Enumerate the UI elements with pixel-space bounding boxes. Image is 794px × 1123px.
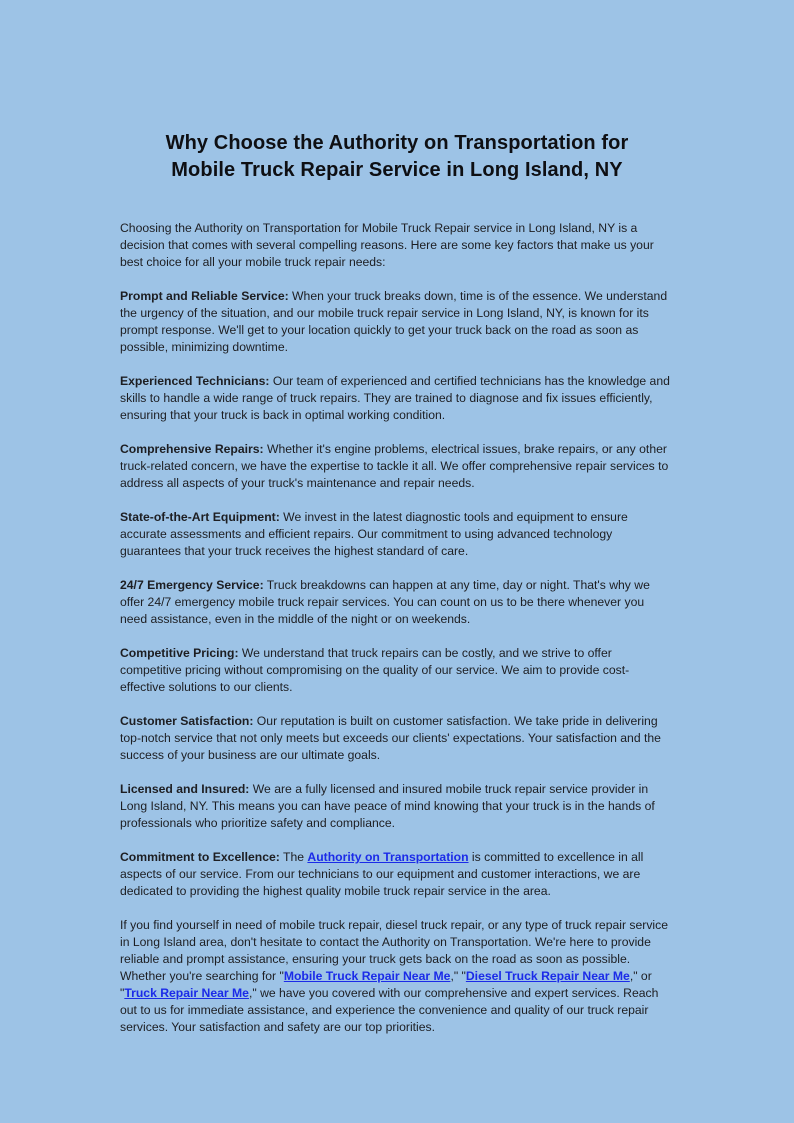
paragraph-lead: Prompt and Reliable Service:	[120, 289, 289, 303]
paragraph-text: Truck breakdowns can happen at any time, day or night. That's why we offer 24/7 emergency mobile truck repair services. You can count on us to be there whenever you need assistance, even in the middle of the night or on weekends.	[120, 578, 650, 626]
paragraph-lead: Comprehensive Repairs:	[120, 442, 264, 456]
page-title-line-2: Mobile Truck Repair Service in Long Island, NY	[171, 159, 623, 181]
paragraph-lead: Experienced Technicians:	[120, 374, 270, 388]
paragraph-text: We are a fully licensed and insured mobile truck repair service provider in Long Island, NY. This means you can have peace of mind knowing that your truck is in the hands of professionals who prioritize safety and compliance.	[120, 782, 655, 830]
paragraph-lead: State-of-the-Art Equipment:	[120, 510, 280, 524]
paragraph-text: When your truck breaks down, time is of the essence. We understand the urgency of the situation, and our mobile truck repair service in Long Island, NY, is known for its prompt response. We'll get to your location quickly to get your truck back on the road as soon as possible, minimizing downtime.	[120, 289, 668, 354]
paragraph-text: Whether it's engine problems, electrical issues, brake repairs, or any other truck-related concern, we have the expertise to tackle it all. We offer comprehensive repair services to address all aspects of your truck's maintenance and repair needs.	[120, 442, 669, 490]
authority-on-transportation-link[interactable]: Authority on Transportation	[307, 850, 469, 864]
page-title-line-1: Why Choose the Authority on Transportation for	[165, 132, 629, 154]
paragraph-text: ," or "	[120, 969, 652, 1000]
paragraph-24-7-emergency-service	[120, 577, 674, 628]
page-title	[120, 130, 674, 184]
paragraph-state-of-the-art-equipment	[120, 509, 674, 560]
paragraph-prompt-and-reliable-service	[120, 288, 674, 356]
paragraph-comprehensive-repairs	[120, 441, 674, 492]
paragraph-text: Our reputation is built on customer satisfaction. We take pride in delivering top-notch service that not only meets but exceeds our clients' expectations. Your satisfaction and the success of your business are our ultimate goals.	[120, 714, 661, 762]
paragraph-lead: 24/7 Emergency Service:	[120, 578, 264, 592]
paragraph-lead: Competitive Pricing:	[120, 646, 239, 660]
paragraph-lead: Customer Satisfaction:	[120, 714, 254, 728]
paragraph-text: If you find yourself in need of mobile truck repair, diesel truck repair, or any type of truck repair service in Long Island area, don't hesitate to contact the Authority on Transportation. We're here to provide reliable and prompt assistance, ensuring your truck gets back on the road as soon as possible. Whether you're searching for "	[120, 918, 669, 983]
truck-repair-near-me-link[interactable]: Truck Repair Near Me	[124, 986, 249, 1000]
paragraph-commitment-to-excellence	[120, 849, 674, 900]
mobile-truck-repair-near-me-link[interactable]: Mobile Truck Repair Near Me	[283, 969, 451, 983]
document-body	[120, 220, 674, 1036]
paragraph-text: We understand that truck repairs can be costly, and we strive to offer competitive pricing without compromising on the quality of our service. We aim to provide cost-effective solutions to our clients.	[120, 646, 630, 694]
paragraph-intro	[120, 220, 674, 271]
paragraph-competitive-pricing	[120, 645, 674, 696]
paragraph-lead: Licensed and Insured:	[120, 782, 250, 796]
paragraph-licensed-and-insured	[120, 781, 674, 832]
paragraph-closing	[120, 917, 674, 1036]
paragraph-text: Our team of experienced and certified technicians has the knowledge and skills to handle a wide range of truck repairs. They are trained to diagnose and fix issues efficiently, ensuring that your truck is back in optimal working condition.	[120, 374, 670, 422]
paragraph-text: We invest in the latest diagnostic tools and equipment to ensure accurate assessments and efficient repairs. Our commitment to using advanced technology guarantees that your truck receives the highest standard of care.	[120, 510, 628, 558]
paragraph-experienced-technicians	[120, 373, 674, 424]
diesel-truck-repair-near-me-link[interactable]: Diesel Truck Repair Near Me	[465, 969, 630, 983]
paragraph-customer-satisfaction	[120, 713, 674, 764]
paragraph-text: Choosing the Authority on Transportation for Mobile Truck Repair service in Long Island, NY is a decision that comes with several compelling reasons. Here are some key factors that make us your best choice for all your mobile truck repair needs:	[120, 221, 654, 269]
paragraph-text: is committed to excellence in all aspects of our service. From our technicians to our equipment and customer interactions, we are dedicated to providing the highest quality mobile truck repair service in the area.	[120, 850, 644, 898]
paragraph-text: ," we have you covered with our comprehensive and expert services. Reach out to us for immediate assistance, and experience the convenience and quality of our truck repair services. Your satisfaction and safety are our top priorities.	[120, 986, 659, 1034]
paragraph-text: ," "	[450, 969, 466, 983]
paragraph-lead: Commitment to Excellence:	[120, 850, 280, 864]
paragraph-text: The	[279, 850, 308, 864]
